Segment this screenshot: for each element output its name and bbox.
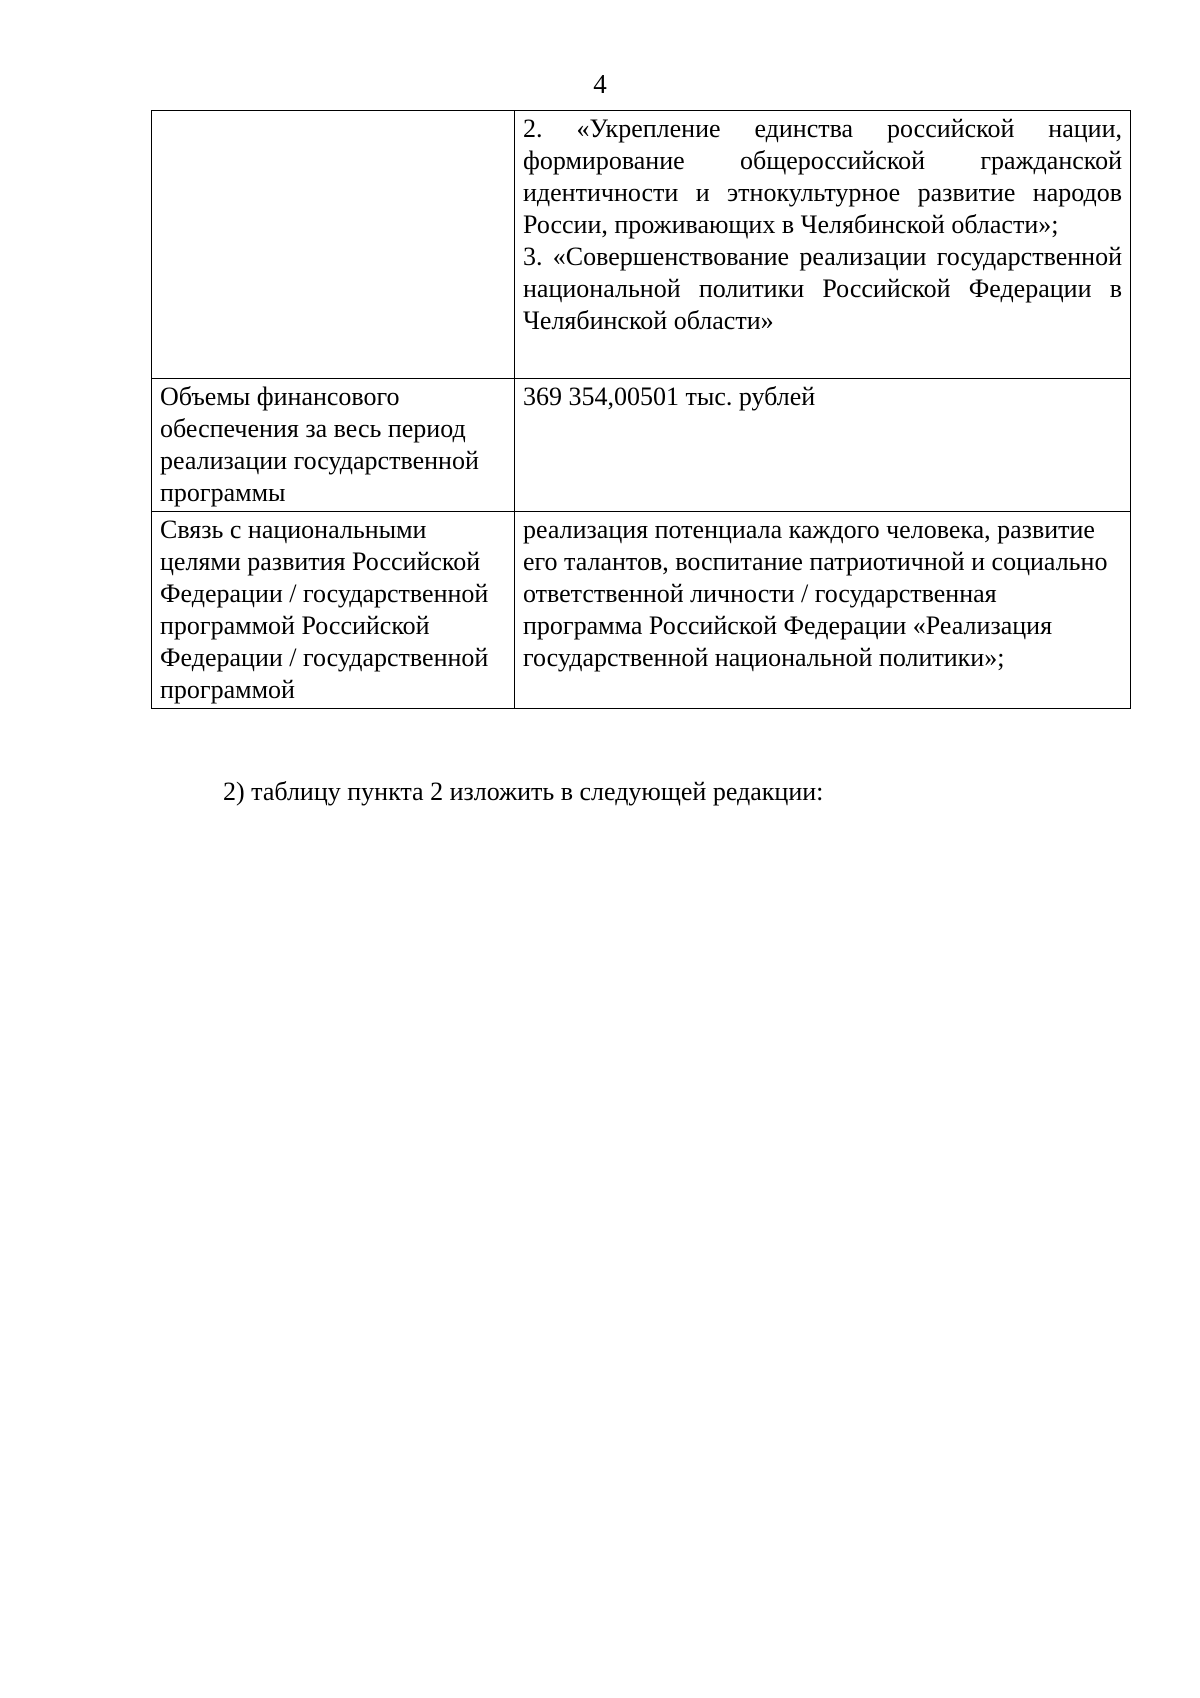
table-cell-label xyxy=(152,379,515,512)
financing-value: 369 354,00501 тыс. рублей xyxy=(523,382,816,411)
table-cell-value xyxy=(515,111,1131,379)
table-row xyxy=(152,379,1131,512)
table-cell-value xyxy=(515,379,1131,512)
subprogram-item-2: 2. «Укрепление единства российской нации, формирование общероссийской гражданской идентичности и этнокультурное развитие народов России, проживающих в Челябинской области»; xyxy=(523,114,1122,239)
table-cell-value xyxy=(515,512,1131,709)
program-passport-table xyxy=(151,110,1131,709)
subprogram-item-3: 3. «Совершенствование реализации государственной национальной политики Российской Федерации в Челябинской области» xyxy=(523,242,1122,335)
after-table-paragraph: 2) таблицу пункта 2 изложить в следующей редакции: xyxy=(223,777,824,806)
table-row xyxy=(152,111,1131,379)
page-number: 4 xyxy=(593,69,607,99)
national-goals-value: реализация потенциала каждого человека, развитие его талантов, воспитание патриотичной и социально ответственной личности / государственная программа Российской Федерации «Реализация государственной национальной политики»; xyxy=(523,515,1108,672)
financing-label: Объемы финансового обеспечения за весь период реализации государственной программы xyxy=(160,382,479,507)
table-cell-label xyxy=(152,512,515,709)
national-goals-label: Связь с национальными целями развития Российской Федерации / государственной программой Российской Федерации / государственной программой xyxy=(160,515,489,704)
table-row xyxy=(152,512,1131,709)
table-cell-label xyxy=(152,111,515,379)
